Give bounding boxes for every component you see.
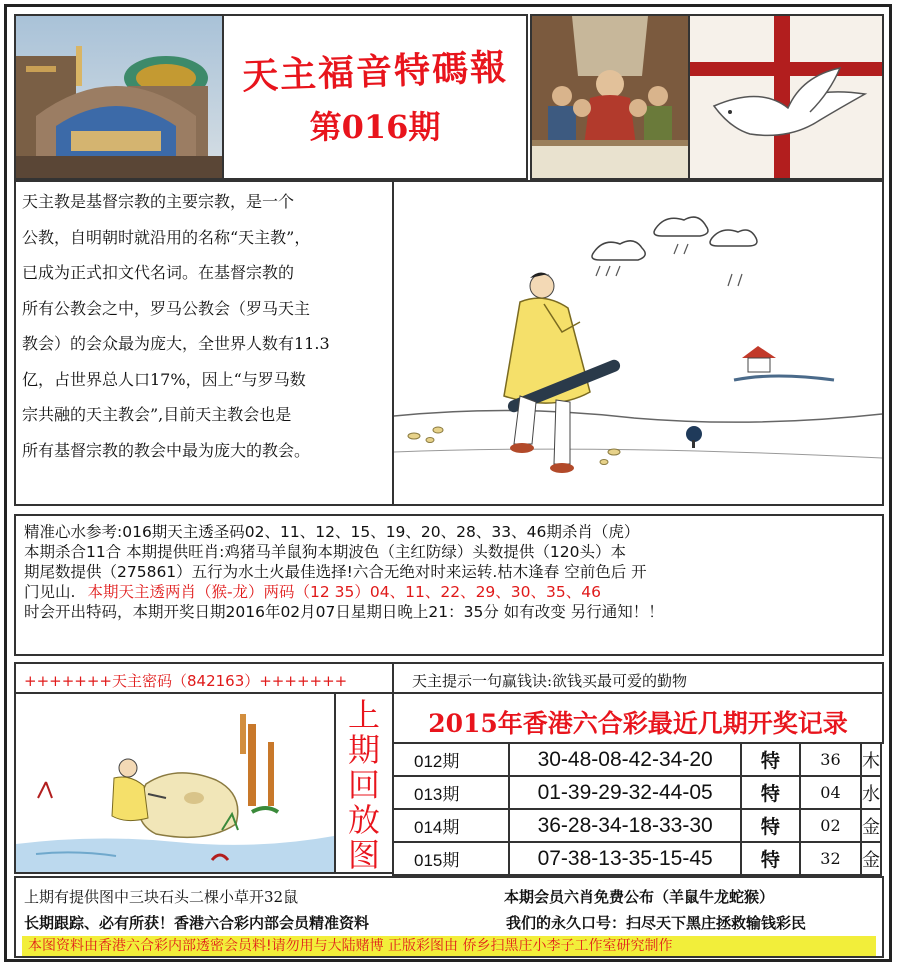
replay-illustration [14,692,336,874]
special-label-cell: 特 [741,809,800,842]
period-cell: 014期 [393,809,509,842]
numbers-cell: 01-39-29-32-44-05 [509,776,740,809]
element-cell: 木 [861,743,881,776]
special-number-cell: 04 [800,776,861,809]
prediction-info-box [14,514,884,656]
intro-line: 已成为正式扣文代名词。在基督宗教的 [22,263,295,282]
numbers-cell: 36-28-34-18-33-30 [509,809,740,842]
table-row [393,842,881,875]
tip-box [392,662,884,694]
element-cell: 金 [861,842,881,875]
intro-text-box [14,180,394,506]
prediction-info [24,522,884,622]
footer-right-1: 本期会员六肖免费公布（羊鼠牛龙蛇猴） [504,888,775,906]
special-number-cell: 32 [800,842,861,875]
special-label-cell: 特 [741,743,800,776]
replay-char: 回 [347,766,380,804]
table-row [393,743,881,776]
special-number-cell: 36 [800,743,861,776]
period-cell: 013期 [393,776,509,809]
cathedral-image [14,14,224,180]
replay-label [336,698,392,873]
footer-left-1: 上期有提供图中三块石头二棵小草开32鼠 [24,888,299,906]
cross-dove-image [688,14,884,180]
numbers-cell: 30-48-08-42-34-20 [509,743,740,776]
scholar-illustration [392,180,884,506]
replay-label-box [334,692,394,874]
replay-char: 放 [347,801,380,839]
secret-code-box [14,662,394,694]
info-text: 门见山. [24,583,76,601]
numbers-cell: 07-38-13-35-15-45 [509,842,740,875]
intro-line: 亿，占世界总人口17%，因上“与罗马数 [22,369,306,389]
info-line: 期尾数提供（275861）五行为水土火最佳选择!六合无绝对时来运转.枯木逢春 空前色后 开 [24,563,647,581]
info-line [24,582,884,602]
element-cell: 金 [861,809,881,842]
footer-box [14,876,884,958]
intro-line: 所有基督宗教的教会中最为庞大的教会。 [22,440,311,460]
table-row [393,809,881,842]
element-cell: 水 [861,776,881,809]
draw-records-table [392,742,882,876]
tip-text: 天主提示一句赢钱诀:欲钱买最可爱的勤物 [412,672,688,690]
footer-left-2: 长期跟踪、必有所获！香港六合彩内部会员精准资料 [24,914,370,932]
secret-code: +++++++天主密码（842163）+++++++ [24,672,348,690]
table-row [393,776,881,809]
replay-char: 图 [347,836,380,874]
intro-line: 教会）的会众最为庞大，全世界人数有11.3 [22,334,330,353]
issue-number: 第016期 [309,108,441,146]
special-number-cell: 02 [800,809,861,842]
footer-banner: 本图资料由香港六合彩内部透密会员料!请勿用与大陆赌博 正版彩图由 侨乡扫黑庄小李子工作室研究制作 [22,936,876,956]
records-title-box [392,692,884,744]
info-line: 精准心水参考:016期天主透圣码02、11、12、15、19、20、28、33、46期杀肖（虎） [24,523,640,541]
records-title: 2015年香港六合彩最近几期开奖记录 [428,709,848,738]
period-cell: 015期 [393,842,509,875]
intro-line: 公教，自明朝时就沿用的名称“天主教”， [22,227,311,247]
intro-line: 天主教是基督宗教的主要宗教，是一个 [22,192,295,211]
replay-char: 期 [347,731,380,769]
special-label-cell: 特 [741,776,800,809]
intro-paragraph [22,184,382,468]
replay-char: 上 [347,696,380,734]
header-title-box [222,14,528,180]
info-line: 时会开出特码，本期开奖日期2016年02月07日星期日晚上21：35分 如有改变 另行通知！！ [24,603,664,621]
special-label-cell: 特 [741,842,800,875]
intro-line: 所有公教会之中，罗马公教会（罗马天主 [22,298,311,318]
highlight-prediction: 本期天主透两肖（猴-龙）两码（12 35）04、11、22、29、30、35、46 [87,583,601,601]
last-supper-image [530,14,690,180]
period-cell: 012期 [393,743,509,776]
intro-line: 宗共融的天主教会”,目前天主教会也是 [22,405,292,424]
info-line: 本期杀合11合 本期提供旺肖:鸡猪马羊鼠狗本期波色（主红防绿）头数提供（120头）本 [24,543,626,561]
footer-right-2: 我们的永久口号：扫尽天下黑庄拯救输钱彩民 [506,914,807,932]
newspaper-title: 天主福音特碼報 [241,46,509,98]
